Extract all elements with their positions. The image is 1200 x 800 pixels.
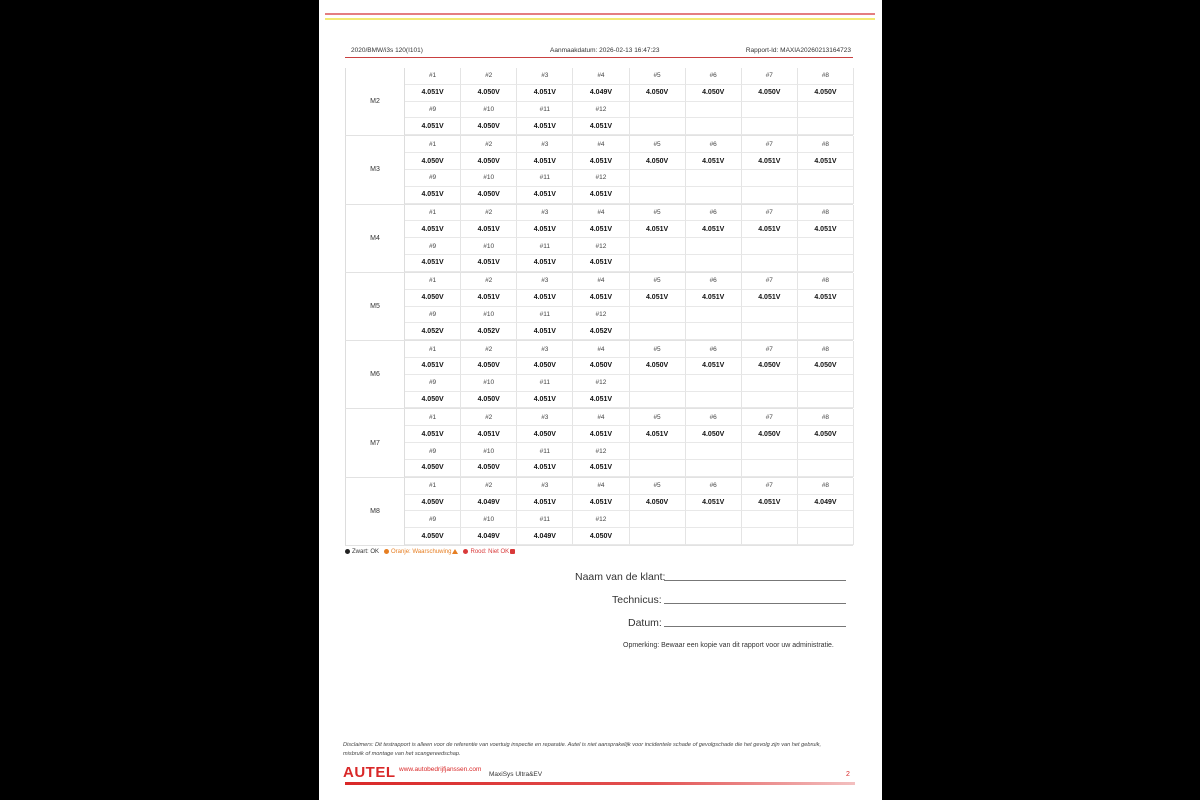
cell-number: #12 <box>573 238 629 255</box>
cell-voltage: 4.051V <box>686 221 742 238</box>
legend-not-ok <box>463 549 515 555</box>
cell-voltage: 4.051V <box>405 358 461 375</box>
cell-voltage: 4.050V <box>461 187 517 204</box>
cell-number: #5 <box>630 478 686 495</box>
cell-voltage: 4.051V <box>686 290 742 307</box>
module-cells <box>405 409 854 476</box>
cell-voltage: 4.049V <box>461 495 517 512</box>
empty-cell <box>630 528 686 545</box>
cell-number: #3 <box>517 409 573 426</box>
cell-number: #11 <box>517 170 573 187</box>
cell-voltage: 4.051V <box>517 495 573 512</box>
module-block <box>345 136 853 204</box>
legend-ok-label: Zwart: OK <box>352 549 380 556</box>
cell-voltage: 4.050V <box>573 528 629 545</box>
cell-number: #8 <box>798 409 854 426</box>
cell-number: #7 <box>742 68 798 85</box>
cell-number: #3 <box>517 205 573 222</box>
cell-voltage: 4.049V <box>798 495 854 512</box>
empty-cell <box>630 118 686 135</box>
cell-number: #2 <box>461 136 517 153</box>
cell-number: #4 <box>573 273 629 290</box>
cell-voltage: 4.050V <box>405 392 461 409</box>
cell-voltage: 4.051V <box>405 187 461 204</box>
cell-number: #10 <box>461 375 517 392</box>
cell-number: #10 <box>461 307 517 324</box>
module-label: M5 <box>346 273 405 340</box>
empty-cell <box>686 323 742 340</box>
cell-number: #7 <box>742 409 798 426</box>
cell-number: #2 <box>461 205 517 222</box>
cell-voltage: 4.051V <box>405 221 461 238</box>
cell-voltage: 4.051V <box>630 221 686 238</box>
cell-voltage: 4.051V <box>573 153 629 170</box>
empty-cell <box>630 102 686 119</box>
cell-number: #12 <box>573 170 629 187</box>
empty-cell <box>630 511 686 528</box>
empty-cell <box>686 307 742 324</box>
page-number: 2 <box>846 771 850 778</box>
empty-cell <box>742 323 798 340</box>
cell-number: #9 <box>405 307 461 324</box>
cell-number: #9 <box>405 443 461 460</box>
empty-cell <box>798 375 854 392</box>
cell-voltage: 4.050V <box>742 426 798 443</box>
empty-cell <box>630 238 686 255</box>
cell-number: #6 <box>686 136 742 153</box>
cell-number: #7 <box>742 136 798 153</box>
cell-number: #9 <box>405 102 461 119</box>
cell-voltage: 4.051V <box>573 495 629 512</box>
disclaimer-text: Disclaimers: Dit testrapport is alleen voor de referentie van voertuig inspectie en reparatie. Autel is niet aansprakelijk voor incidentele schade of gevolgschade die het gevolg zijn van het gebruik, misbruik of montage van het scangereedschap. <box>343 742 822 757</box>
cell-number: #1 <box>405 68 461 85</box>
cell-voltage: 4.051V <box>405 85 461 102</box>
cell-number: #11 <box>517 443 573 460</box>
module-cells <box>405 273 854 340</box>
empty-cell <box>630 170 686 187</box>
cell-voltage: 4.051V <box>630 290 686 307</box>
cell-number: #2 <box>461 478 517 495</box>
cell-voltage: 4.050V <box>630 358 686 375</box>
cell-voltage: 4.050V <box>798 426 854 443</box>
cell-number: #5 <box>630 136 686 153</box>
report-id: Rapport-Id: MAXIA20260213164723 <box>745 47 851 54</box>
cell-voltage: 4.050V <box>461 153 517 170</box>
cell-number: #8 <box>798 205 854 222</box>
cell-voltage: 4.050V <box>517 426 573 443</box>
module-block <box>345 205 853 273</box>
cell-voltage: 4.051V <box>517 290 573 307</box>
cell-voltage: 4.051V <box>517 85 573 102</box>
cell-number: #3 <box>517 136 573 153</box>
cell-voltage: 4.050V <box>742 85 798 102</box>
cell-voltage: 4.051V <box>742 495 798 512</box>
cell-number: #10 <box>461 511 517 528</box>
cell-voltage: 4.051V <box>517 255 573 272</box>
cell-voltage: 4.051V <box>573 290 629 307</box>
cell-voltage: 4.051V <box>461 290 517 307</box>
cell-voltage: 4.051V <box>573 187 629 204</box>
empty-cell <box>798 102 854 119</box>
legend-warning <box>384 549 458 555</box>
empty-cell <box>798 460 854 477</box>
empty-cell <box>630 443 686 460</box>
empty-cell <box>798 238 854 255</box>
cell-number: #9 <box>405 238 461 255</box>
cell-number: #5 <box>630 68 686 85</box>
cell-number: #8 <box>798 341 854 358</box>
empty-cell <box>742 392 798 409</box>
status-legend <box>345 549 515 555</box>
cell-number: #7 <box>742 478 798 495</box>
empty-cell <box>798 443 854 460</box>
empty-cell <box>686 118 742 135</box>
cell-voltage: 4.052V <box>405 323 461 340</box>
cell-voltage: 4.050V <box>798 358 854 375</box>
cell-voltage: 4.051V <box>517 392 573 409</box>
empty-cell <box>742 511 798 528</box>
cell-voltage: 4.051V <box>742 153 798 170</box>
module-cells <box>405 478 854 545</box>
cell-number: #8 <box>798 273 854 290</box>
module-label: M6 <box>346 341 405 408</box>
cell-number: #5 <box>630 205 686 222</box>
module-label: M8 <box>346 478 405 545</box>
module-block <box>345 478 853 546</box>
cell-number: #7 <box>742 341 798 358</box>
cell-voltage: 4.050V <box>461 358 517 375</box>
technician-line[interactable] <box>664 603 846 604</box>
cell-number: #1 <box>405 341 461 358</box>
cell-number: #5 <box>630 409 686 426</box>
cell-voltage: 4.051V <box>517 460 573 477</box>
cell-voltage: 4.049V <box>517 528 573 545</box>
remark-text: Opmerking: Bewaar een kopie van dit rapport voor uw administratie. <box>623 642 834 649</box>
customer-name-line[interactable] <box>664 580 846 581</box>
footer-bar <box>345 782 855 785</box>
cell-voltage: 4.051V <box>573 392 629 409</box>
cell-number: #12 <box>573 511 629 528</box>
empty-cell <box>742 118 798 135</box>
cell-voltage: 4.050V <box>405 495 461 512</box>
empty-cell <box>686 238 742 255</box>
module-cells <box>405 68 854 135</box>
empty-cell <box>742 307 798 324</box>
date-line[interactable] <box>664 626 846 627</box>
cell-number: #4 <box>573 341 629 358</box>
empty-cell <box>630 392 686 409</box>
empty-cell <box>742 528 798 545</box>
cell-number: #7 <box>742 205 798 222</box>
empty-cell <box>686 392 742 409</box>
cell-voltage: 4.051V <box>517 153 573 170</box>
report-page <box>319 0 882 800</box>
cell-number: #11 <box>517 307 573 324</box>
empty-cell <box>742 102 798 119</box>
cell-number: #1 <box>405 273 461 290</box>
cell-voltage: 4.050V <box>630 153 686 170</box>
cell-voltage: 4.051V <box>798 290 854 307</box>
empty-cell <box>630 323 686 340</box>
module-cells <box>405 341 854 408</box>
empty-cell <box>630 255 686 272</box>
product-name: MaxiSys Ultra&EV <box>489 771 543 778</box>
empty-cell <box>686 187 742 204</box>
empty-cell <box>742 170 798 187</box>
cell-voltage: 4.050V <box>573 358 629 375</box>
cell-voltage: 4.051V <box>517 118 573 135</box>
website-link[interactable]: www.autobedrijfjanssen.com <box>399 766 482 773</box>
vehicle-info: 2020/BMW/i3s 120(I101) <box>351 47 423 54</box>
cell-number: #2 <box>461 68 517 85</box>
header-divider <box>345 57 853 58</box>
empty-cell <box>798 255 854 272</box>
cell-number: #6 <box>686 478 742 495</box>
module-label: M3 <box>346 136 405 203</box>
module-cells <box>405 205 854 272</box>
empty-cell <box>742 238 798 255</box>
cell-number: #11 <box>517 375 573 392</box>
cell-voltage: 4.052V <box>573 323 629 340</box>
cell-number: #6 <box>686 409 742 426</box>
empty-cell <box>798 187 854 204</box>
red-dot-icon <box>463 549 468 554</box>
technician-label: Technicus: <box>612 594 662 606</box>
cell-number: #9 <box>405 170 461 187</box>
cell-number: #3 <box>517 68 573 85</box>
cell-voltage: 4.051V <box>573 221 629 238</box>
empty-cell <box>742 255 798 272</box>
cell-voltage: 4.051V <box>461 426 517 443</box>
cell-voltage: 4.050V <box>686 85 742 102</box>
empty-cell <box>630 460 686 477</box>
empty-cell <box>630 375 686 392</box>
empty-cell <box>798 118 854 135</box>
cell-voltage: 4.050V <box>405 153 461 170</box>
cell-number: #2 <box>461 341 517 358</box>
cell-voltage: 4.052V <box>461 323 517 340</box>
report-header <box>345 42 853 62</box>
cell-voltage: 4.049V <box>461 528 517 545</box>
empty-cell <box>686 443 742 460</box>
cell-voltage: 4.050V <box>517 358 573 375</box>
cell-number: #11 <box>517 238 573 255</box>
cell-voltage: 4.050V <box>798 85 854 102</box>
module-block <box>345 273 853 341</box>
cell-number: #8 <box>798 68 854 85</box>
cell-number: #10 <box>461 443 517 460</box>
cell-voltage: 4.050V <box>405 460 461 477</box>
creation-date: Aanmaakdatum: 2026-02-13 16:47:23 <box>550 47 660 54</box>
cell-number: #1 <box>405 478 461 495</box>
cell-number: #11 <box>517 511 573 528</box>
cell-number: #6 <box>686 68 742 85</box>
cell-number: #10 <box>461 238 517 255</box>
cell-number: #12 <box>573 375 629 392</box>
cell-number: #4 <box>573 68 629 85</box>
cell-number: #5 <box>630 273 686 290</box>
empty-cell <box>742 460 798 477</box>
empty-cell <box>798 392 854 409</box>
cell-voltage: 4.051V <box>686 153 742 170</box>
cell-voltage: 4.050V <box>461 392 517 409</box>
legend-not-ok-label: Rood: Niet OK <box>470 549 510 556</box>
module-label: M4 <box>346 205 405 272</box>
cell-number: #1 <box>405 136 461 153</box>
cell-number: #12 <box>573 307 629 324</box>
empty-cell <box>686 528 742 545</box>
cell-number: #6 <box>686 273 742 290</box>
cell-number: #3 <box>517 478 573 495</box>
cell-number: #4 <box>573 205 629 222</box>
cell-number: #8 <box>798 136 854 153</box>
empty-cell <box>630 187 686 204</box>
cell-voltage: 4.051V <box>517 323 573 340</box>
cell-voltage: 4.050V <box>461 85 517 102</box>
cell-number: #9 <box>405 375 461 392</box>
cell-number: #3 <box>517 273 573 290</box>
cell-voltage: 4.049V <box>573 85 629 102</box>
empty-cell <box>686 170 742 187</box>
cell-voltage: 4.050V <box>630 85 686 102</box>
cell-voltage: 4.050V <box>461 118 517 135</box>
module-label: M7 <box>346 409 405 476</box>
module-block <box>345 409 853 477</box>
module-block <box>345 341 853 409</box>
cell-voltage: 4.051V <box>686 495 742 512</box>
legend-ok <box>345 549 379 555</box>
cell-voltage: 4.051V <box>742 290 798 307</box>
empty-cell <box>798 170 854 187</box>
cell-number: #8 <box>798 478 854 495</box>
empty-cell <box>686 102 742 119</box>
cell-number: #2 <box>461 409 517 426</box>
cell-voltage: 4.050V <box>742 358 798 375</box>
cell-number: #6 <box>686 205 742 222</box>
cell-voltage: 4.051V <box>573 118 629 135</box>
cell-voltage: 4.051V <box>517 221 573 238</box>
empty-cell <box>798 528 854 545</box>
cell-number: #4 <box>573 409 629 426</box>
cell-voltage: 4.051V <box>517 187 573 204</box>
empty-cell <box>742 187 798 204</box>
cell-voltage: 4.051V <box>742 221 798 238</box>
cell-number: #4 <box>573 478 629 495</box>
empty-cell <box>798 511 854 528</box>
cell-number: #1 <box>405 409 461 426</box>
cell-number: #10 <box>461 102 517 119</box>
cell-voltage: 4.051V <box>573 460 629 477</box>
cell-number: #3 <box>517 341 573 358</box>
cell-number: #5 <box>630 341 686 358</box>
cell-number: #12 <box>573 102 629 119</box>
cell-voltage: 4.050V <box>461 460 517 477</box>
warning-triangle-icon <box>452 549 458 554</box>
cell-voltage: 4.050V <box>686 426 742 443</box>
cell-voltage: 4.051V <box>798 153 854 170</box>
cell-voltage: 4.051V <box>461 255 517 272</box>
empty-cell <box>686 511 742 528</box>
empty-cell <box>686 460 742 477</box>
cell-voltage: 4.050V <box>405 290 461 307</box>
cell-number: #12 <box>573 443 629 460</box>
date-label: Datum: <box>628 617 662 629</box>
cell-number: #4 <box>573 136 629 153</box>
empty-cell <box>742 443 798 460</box>
cell-number: #6 <box>686 341 742 358</box>
empty-cell <box>798 323 854 340</box>
cell-voltage: 4.051V <box>573 426 629 443</box>
cell-voltage: 4.050V <box>405 528 461 545</box>
customer-name-label: Naam van de klant: <box>575 571 666 583</box>
cell-number: #9 <box>405 511 461 528</box>
cell-voltage: 4.051V <box>573 255 629 272</box>
cell-number: #11 <box>517 102 573 119</box>
top-stripe-red <box>325 13 875 15</box>
empty-cell <box>742 375 798 392</box>
cell-number: #1 <box>405 205 461 222</box>
error-icon <box>510 549 515 554</box>
module-label: M2 <box>346 68 405 135</box>
empty-cell <box>798 307 854 324</box>
autel-logo: AUTEL <box>343 764 396 781</box>
empty-cell <box>686 255 742 272</box>
cell-number: #2 <box>461 273 517 290</box>
orange-dot-icon <box>384 549 389 554</box>
module-cells <box>405 136 854 203</box>
cell-voltage: 4.051V <box>405 255 461 272</box>
cell-voltage: 4.051V <box>686 358 742 375</box>
cell-voltage: 4.050V <box>630 495 686 512</box>
top-stripe-yellow <box>325 18 875 20</box>
empty-cell <box>686 375 742 392</box>
empty-cell <box>630 307 686 324</box>
cell-number: #10 <box>461 170 517 187</box>
module-block <box>345 68 853 136</box>
cell-voltage-table <box>345 68 853 546</box>
cell-voltage: 4.051V <box>461 221 517 238</box>
cell-voltage: 4.051V <box>405 426 461 443</box>
legend-warning-label: Oranje: Waarschuwing <box>391 549 452 556</box>
cell-voltage: 4.051V <box>798 221 854 238</box>
cell-voltage: 4.051V <box>630 426 686 443</box>
cell-voltage: 4.051V <box>405 118 461 135</box>
cell-number: #7 <box>742 273 798 290</box>
black-dot-icon <box>345 549 350 554</box>
